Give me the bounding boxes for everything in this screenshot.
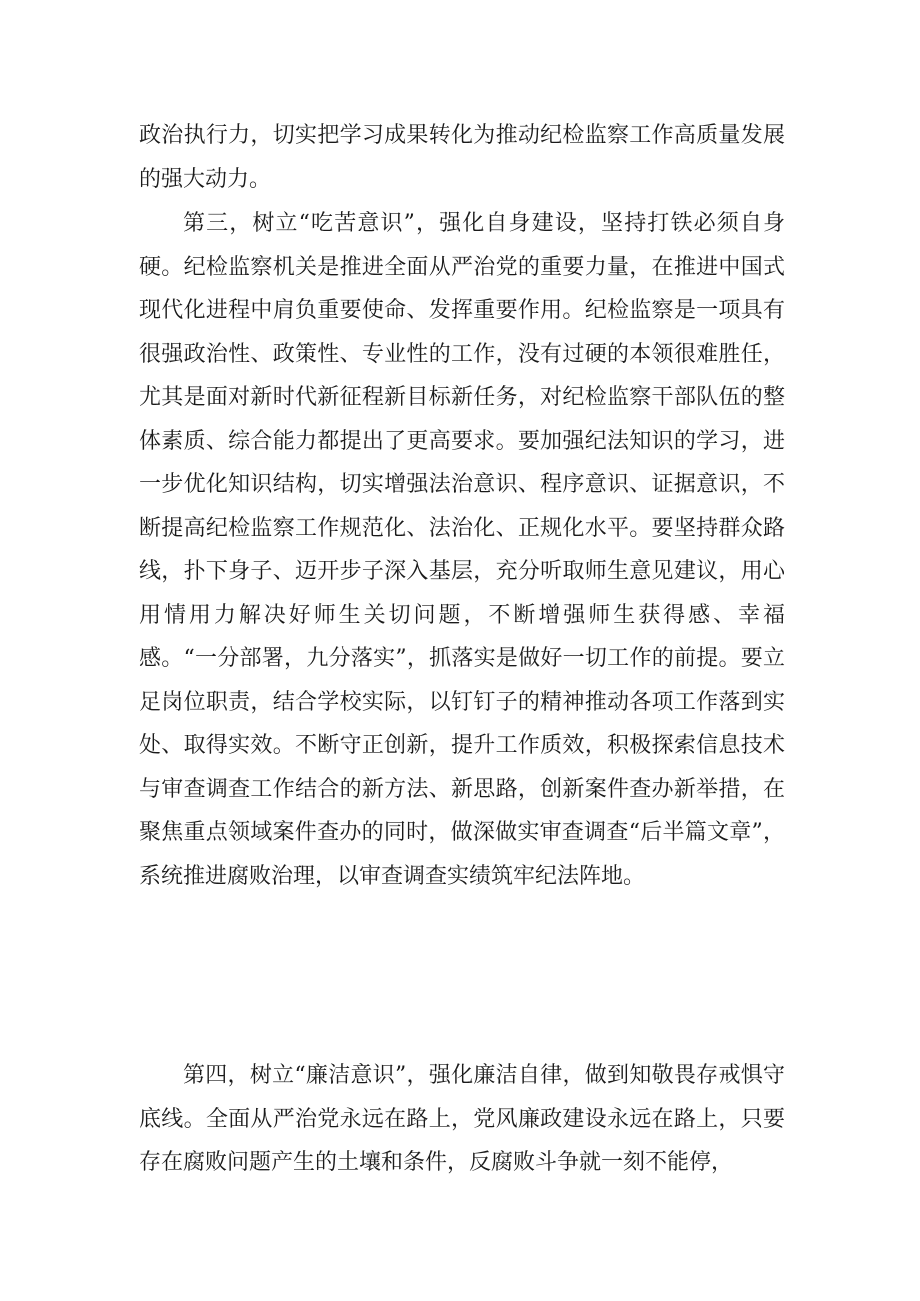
paragraph-fourth-point [139, 1054, 785, 1185]
paragraph-third-point [139, 202, 785, 898]
paragraph-text: 政治执行力，切实把学习成果转化为推动纪检监察工作高质量发展的强大动力。 [139, 123, 785, 192]
paragraph-text: 第三，树立“吃苦意识”，强化自身建设，坚持打铁必须自身硬。纪检监察机关是推进全面从严治党的重要力量，在推进中国式现代化进程中肩负重要使命、发挥重要作用。纪检监察是一项具有很强政治性、政策性、专业性的工作，没有过硬的本领很难胜任，尤其是面对新时代新征程新目标新任务，对纪检监察干部队伍的整体素质、综合能力都提出了更高要求。要加强纪法知识的学习，进一步优化知识结构，切实增强法治意识、程序意识、证据意识，不断提高纪检监察工作规范化、法治化、正规化水平。要坚持群众路线，扑下身子、迈开步子深入基层，充分听取师生意见建议，用心用情用力解决好师生关切问题，不断增强师生获得感、幸福感。“一分部署，九分落实”，抓落实是做好一切工作的前提。要立足岗位职责，结合学校实际，以钉钉子的精神推动各项工作落到实处、取得实效。不断守正创新，提升工作质效，积极探索信息技术与审查调查工作结合的新方法、新思路，创新案件查办新举措，在聚焦重点领域案件查办的同时，做深做实审查调查“后半篇文章”，系统推进腐败治理，以审查调查实绩筑牢纪法阵地。 [139, 211, 785, 889]
paragraph-continuation [139, 114, 785, 201]
paragraph-text: 第四，树立“廉洁意识”，强化廉洁自律，做到知敬畏存戒惧守底线。全面从严治党永远在路上，党风廉政建设永远在路上，只要存在腐败问题产生的土壤和条件，反腐败斗争就一刻不能停， [139, 1063, 785, 1175]
